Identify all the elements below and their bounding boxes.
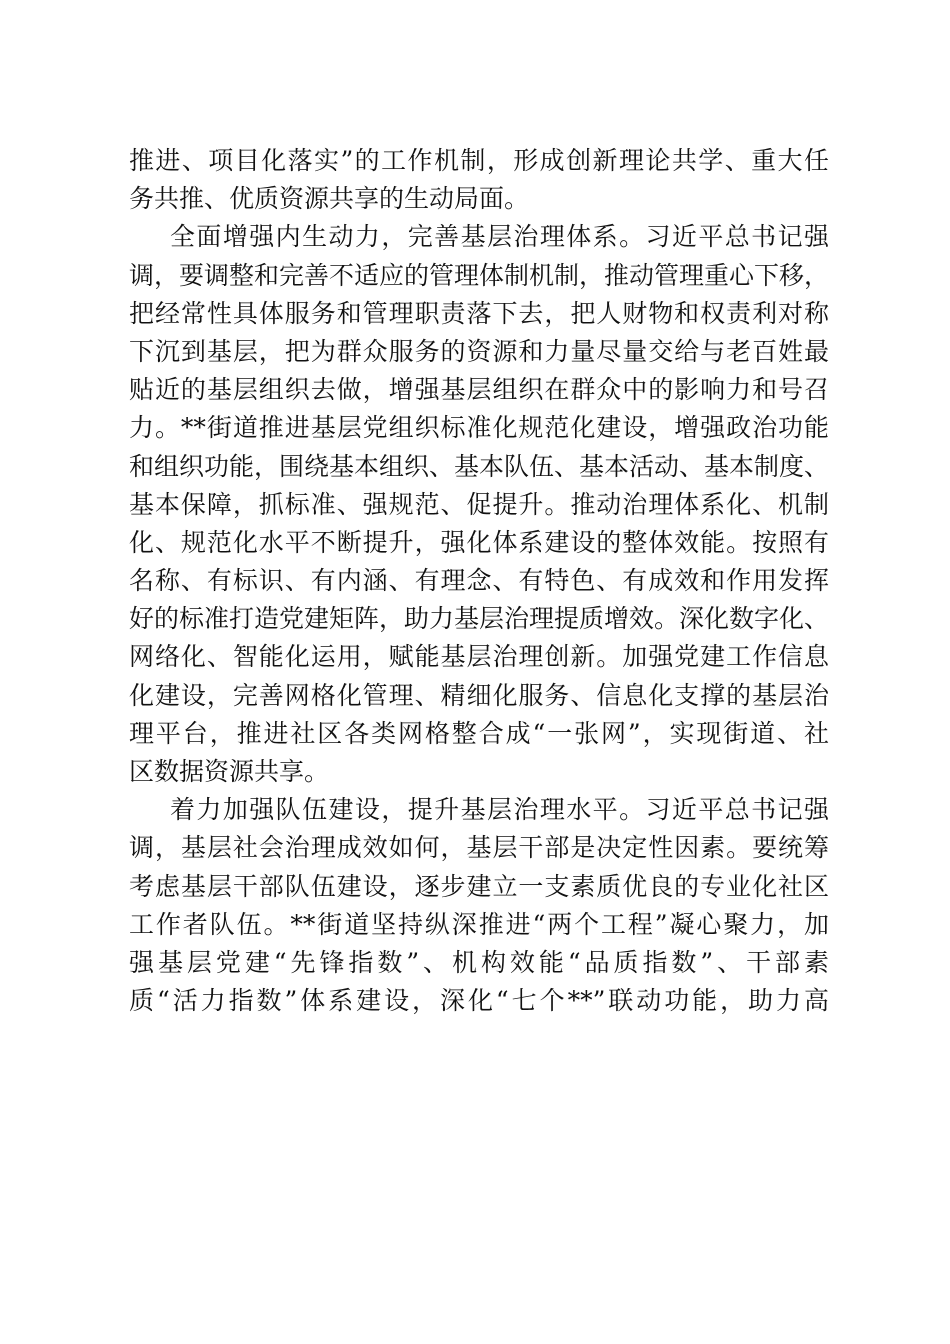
text-line: 力。**街道推进基层党组织标准化规范化建设，增强政治功能: [129, 413, 829, 443]
text-line: 调，基层社会治理成效如何，基层干部是决定性因素。要统筹: [129, 833, 829, 863]
text-line: 质“活力指数”体系建设，深化“七个**”联动功能，助力高: [129, 986, 829, 1016]
text-line: 网络化、智能化运用，赋能基层治理创新。加强党建工作信息: [129, 642, 829, 672]
text-line: 务共推、优质资源共享的生动局面。: [129, 184, 530, 214]
text-line: 化建设，完善网格化管理、精细化服务、信息化支撑的基层治: [129, 680, 829, 710]
text-line: 全面增强内生动力，完善基层治理体系。习近平总书记强: [170, 222, 829, 252]
text-line: 理平台，推进社区各类网格整合成“一张网”，实现街道、社: [129, 718, 829, 748]
text-line: 推进、项目化落实”的工作机制，形成创新理论共学、重大任: [129, 146, 829, 175]
text-line: 强基层党建“先锋指数”、机构效能“品质指数”、干部素: [129, 947, 829, 977]
text-line: 基本保障，抓标准、强规范、促提升。推动治理体系化、机制: [129, 489, 829, 519]
text-line: 区数据资源共享。: [129, 757, 330, 786]
text-line: 考虑基层干部队伍建设，逐步建立一支素质优良的专业化社区: [129, 871, 829, 901]
text-line: 把经常性具体服务和管理职责落下去，把人财物和权责利对称: [129, 298, 829, 328]
text-line: 化、规范化水平不断提升，强化体系建设的整体效能。按照有: [129, 527, 829, 557]
text-line: 着力加强队伍建设，提升基层治理水平。习近平总书记强: [170, 795, 829, 825]
text-line: 名称、有标识、有内涵、有理念、有特色、有成效和作用发挥: [129, 566, 829, 596]
text-line: 工作者队伍。**街道坚持纵深推进“两个工程”凝心聚力，加: [129, 909, 829, 939]
text-line: 和组织功能，围绕基本组织、基本队伍、基本活动、基本制度、: [129, 451, 830, 481]
text-line: 贴近的基层组织去做，增强基层组织在群众中的影响力和号召: [129, 375, 829, 405]
text-line: 下沉到基层，把为群众服务的资源和力量尽量交给与老百姓最: [129, 336, 829, 366]
text-line: 调，要调整和完善不适应的管理体制机制，推动管理重心下移，: [129, 260, 830, 290]
body-text: [129, 142, 829, 1020]
text-line: 好的标准打造党建矩阵，助力基层治理提质增效。深化数字化、: [129, 604, 830, 634]
